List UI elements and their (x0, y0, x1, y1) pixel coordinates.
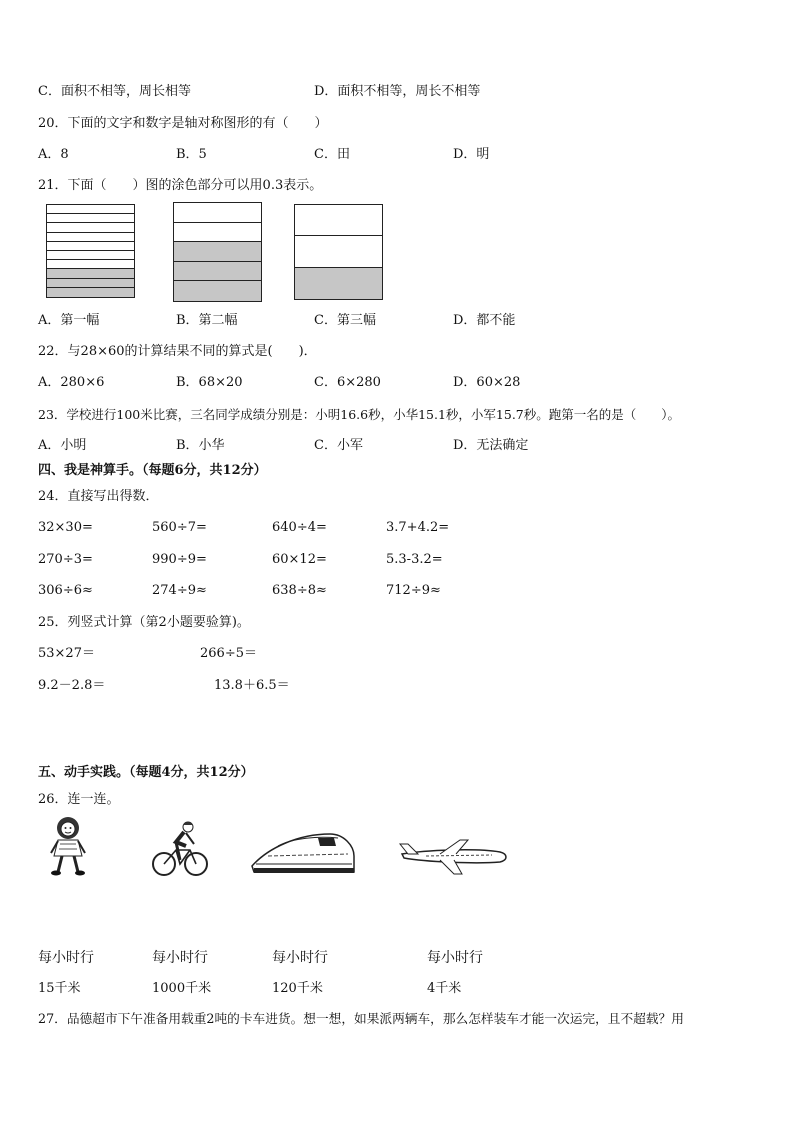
q22-option-c: C．6×280 (314, 375, 381, 390)
q22-option-b: B．68×20 (176, 375, 243, 390)
speed-value: 4千米 (427, 981, 462, 996)
q27-stem: 27．品德超市下午准备用载重2吨的卡车进货。想一想，如果派两辆车，那么怎样装车才能一次运完，且不超载？用 (38, 1011, 684, 1026)
q20-option-b: B．5 (176, 147, 207, 162)
speed-label: 每小时行 (152, 950, 208, 966)
q24-expr: 270÷3= (38, 552, 93, 567)
shaded-strip (47, 288, 134, 297)
q21-option-a: A．第一幅 (38, 313, 100, 328)
cyclist-picture (150, 820, 210, 878)
blank-strip (174, 203, 261, 223)
q22-option-a: A．280×6 (38, 375, 105, 390)
q24-expr: 638÷8≈ (272, 583, 327, 598)
blank-strip (47, 223, 134, 232)
q19-option-c: C．面积不相等，周长相等 (38, 84, 191, 99)
q24-expr: 712÷9≈ (386, 583, 441, 598)
q24-expr: 60×12= (272, 552, 327, 567)
section-4-title: 四、我是神算手。（每题6分，共12分） (38, 463, 267, 478)
shaded-strip (174, 262, 261, 282)
shaded-strip (174, 281, 261, 301)
q21-option-c: C．第三幅 (314, 313, 376, 328)
q26-stem: 26．连一连。 (38, 792, 120, 807)
speed-label: 每小时行 (427, 950, 483, 966)
speed-value: 15千米 (38, 981, 81, 996)
q24-expr: 306÷6≈ (38, 583, 93, 598)
blank-strip (295, 236, 382, 267)
airplane-picture (396, 836, 510, 876)
q22-stem: 22．与28×60的计算结果不同的算式是( )． (38, 344, 317, 359)
q25-item: 53×27＝ (38, 646, 95, 661)
q24-expr: 640÷4= (272, 520, 327, 535)
shaded-strip (295, 268, 382, 299)
q24-expr: 5.3-3.2= (386, 552, 443, 567)
q20-option-c: C．田 (314, 147, 350, 162)
q24-expr: 274÷9≈ (152, 583, 207, 598)
q23-option-a: A．小明 (38, 438, 87, 453)
q24-expr: 32×30= (38, 520, 93, 535)
q21-option-d: D．都不能 (453, 313, 516, 328)
walking-child-picture (44, 814, 92, 878)
q19-option-d: D．面积不相等，周长不相等 (314, 84, 481, 99)
q25-stem: 25．列竖式计算（第2小题要验算)。 (38, 615, 250, 630)
shaded-strip (47, 269, 134, 278)
blank-strip (47, 205, 134, 214)
q20-option-d: D．明 (453, 147, 490, 162)
q21-figure-1 (46, 204, 135, 298)
q25-item: 266÷5＝ (200, 646, 257, 661)
q23-option-d: D．无法确定 (453, 438, 529, 453)
q24-stem: 24．直接写出得数． (38, 489, 159, 504)
q23-stem: 23．学校进行100米比赛，三名同学成绩分别是：小明16.6秒，小华15.1秒，小军15.7秒。跑第一名的是（ ）。 (38, 407, 681, 422)
q25-item: 13.8＋6.5＝ (214, 678, 290, 693)
high-speed-train-picture (248, 826, 358, 878)
q21-figure-2 (173, 202, 262, 302)
blank-strip (174, 223, 261, 243)
speed-label: 每小时行 (272, 950, 328, 966)
speed-value: 1000千米 (152, 981, 212, 996)
q22-option-d: D．60×28 (453, 375, 521, 390)
q21-option-b: B．第二幅 (176, 313, 238, 328)
q24-expr: 3.7+4.2= (386, 520, 450, 535)
q25-item: 9.2－2.8＝ (38, 678, 106, 693)
q21-figure-3 (294, 204, 383, 300)
speed-value: 120千米 (272, 981, 323, 996)
q24-expr: 560÷7= (152, 520, 207, 535)
q21-stem: 21．下面（ ）图的涂色部分可以用0.3表示。 (38, 178, 323, 193)
blank-strip (47, 214, 134, 223)
q20-stem: 20．下面的文字和数字是轴对称图形的有（ ） (38, 116, 328, 131)
blank-strip (47, 233, 134, 242)
section-5-title: 五、动手实践。（每题4分，共12分） (38, 765, 254, 780)
q23-option-b: B．小华 (176, 438, 225, 453)
shaded-strip (174, 242, 261, 262)
blank-strip (295, 205, 382, 236)
blank-strip (47, 242, 134, 251)
speed-label: 每小时行 (38, 950, 94, 966)
blank-strip (47, 251, 134, 260)
q20-option-a: A．8 (38, 147, 69, 162)
blank-strip (47, 260, 134, 269)
shaded-strip (47, 279, 134, 288)
q23-option-c: C．小军 (314, 438, 363, 453)
q24-expr: 990÷9= (152, 552, 207, 567)
